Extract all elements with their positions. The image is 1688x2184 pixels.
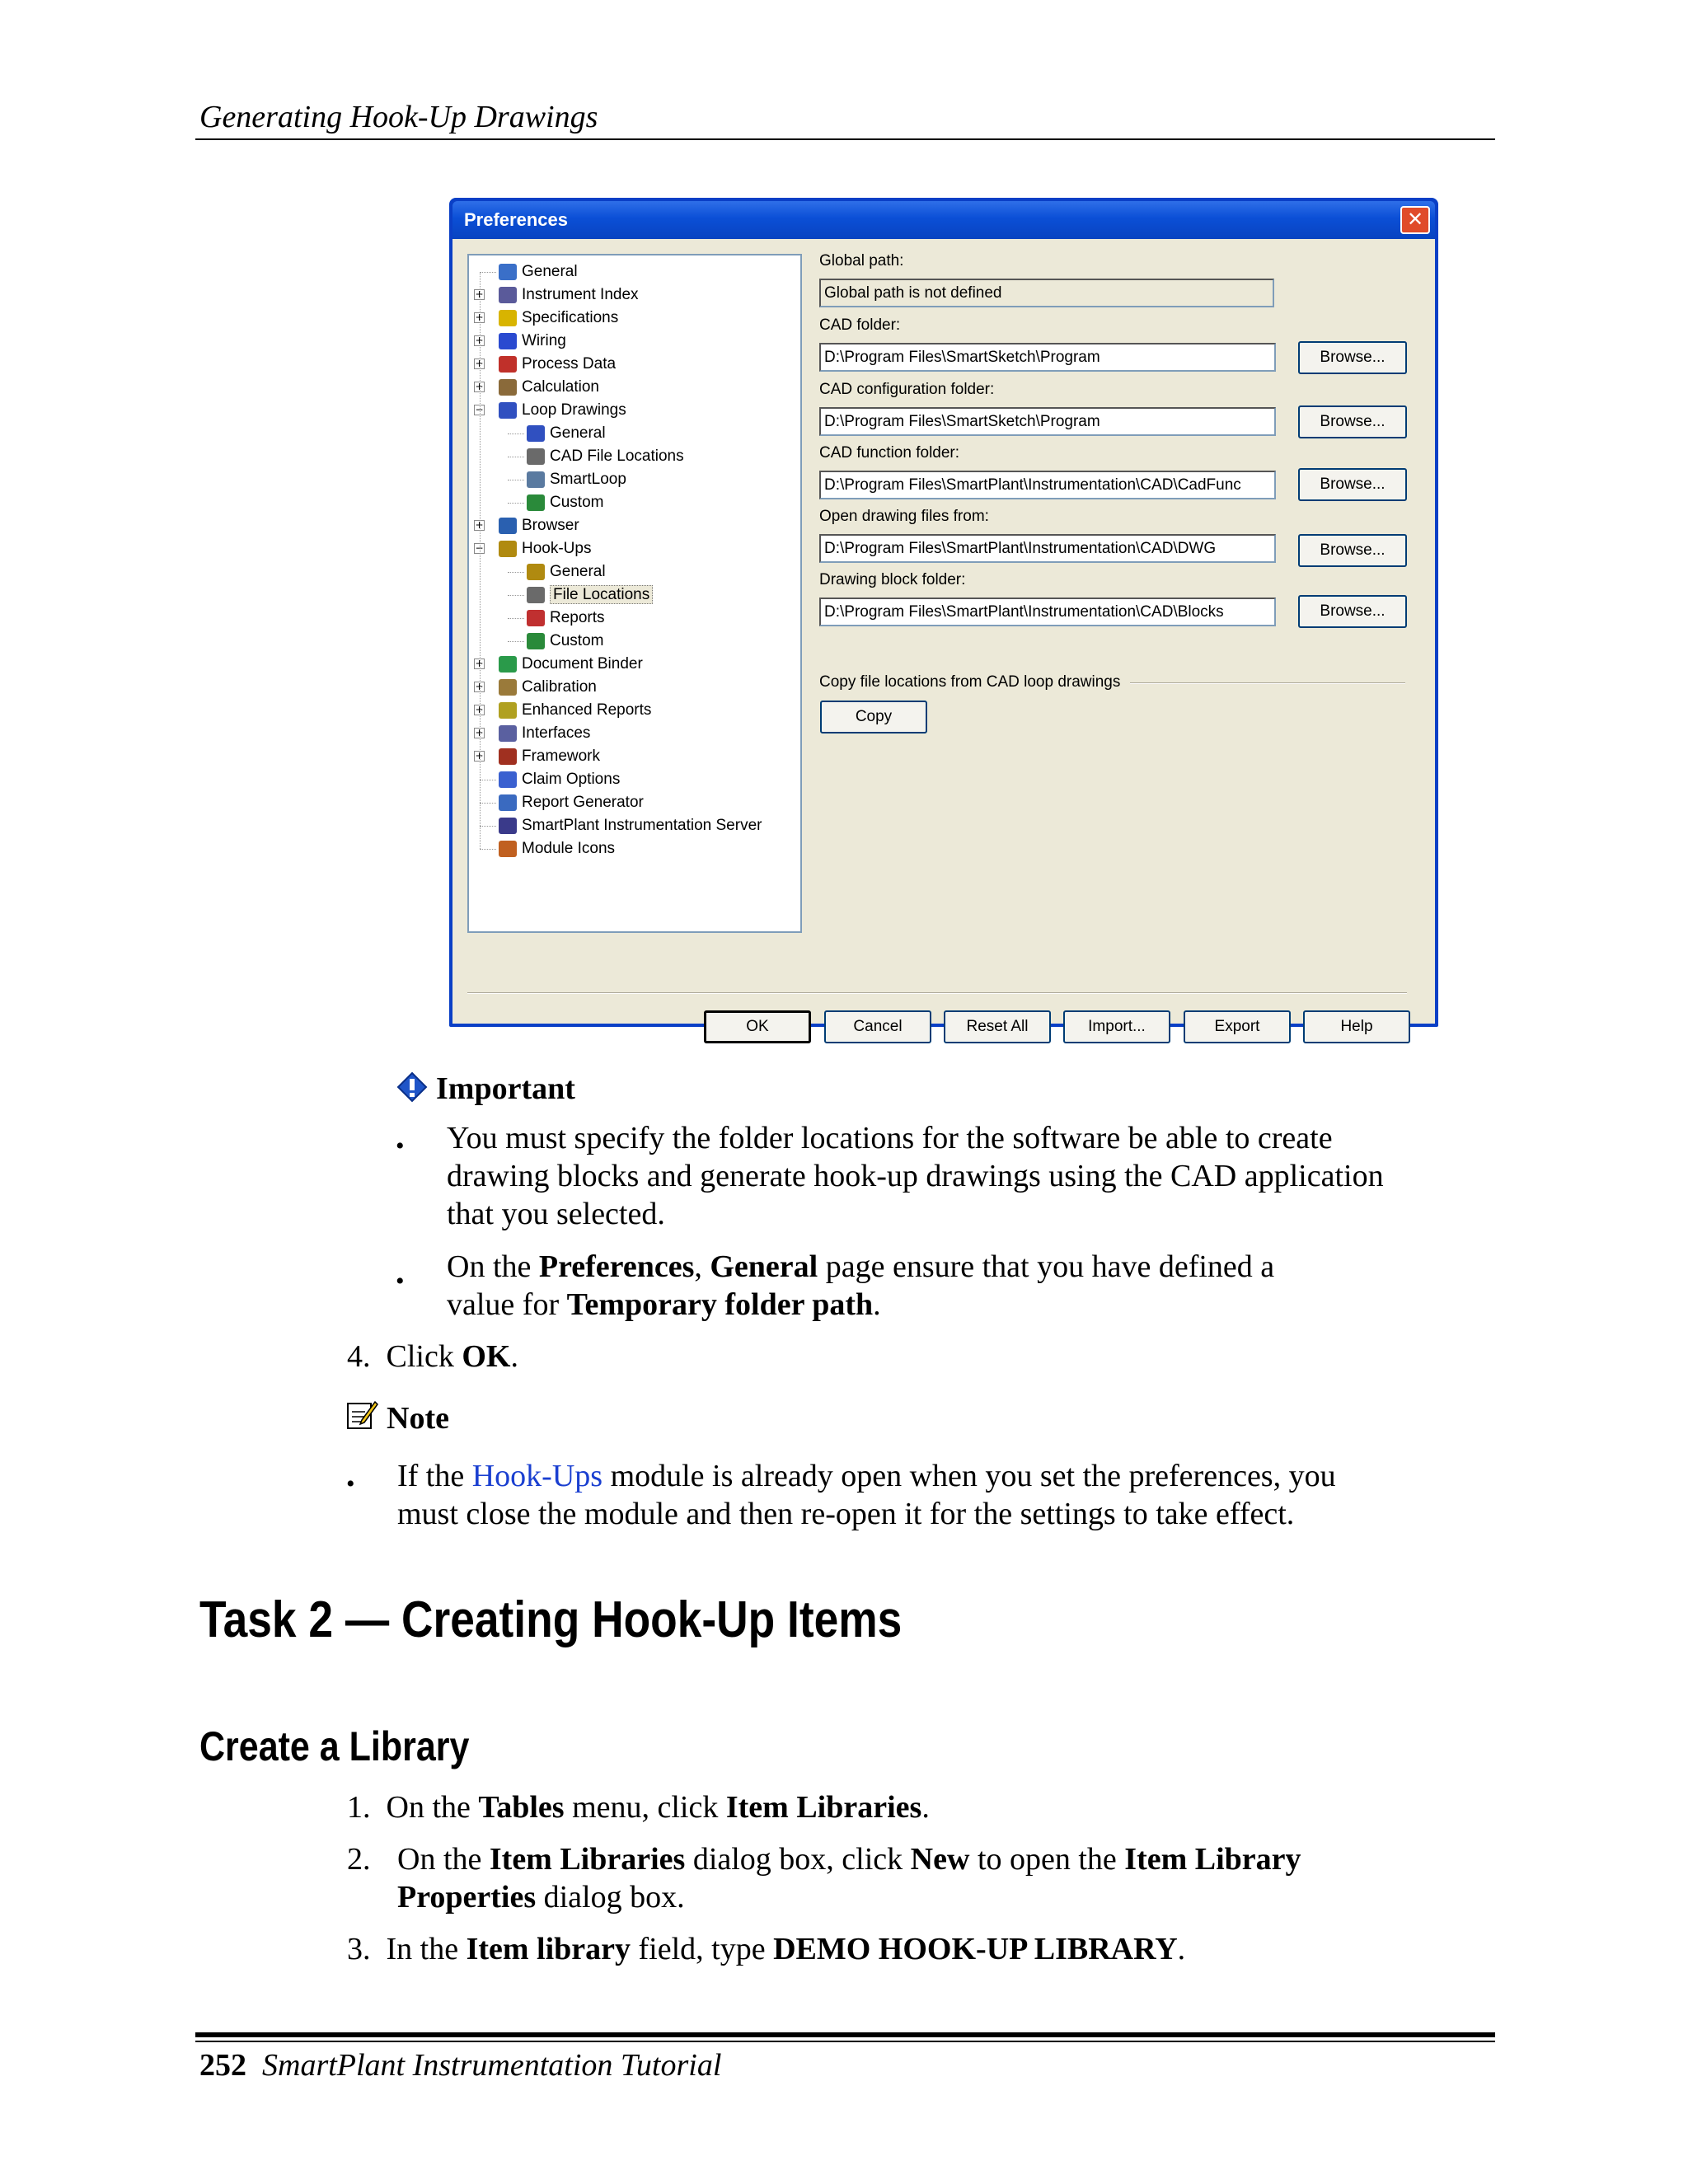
tree-item[interactable] <box>527 468 626 491</box>
step-4: 4. Click OK. <box>347 1339 518 1374</box>
general-icon <box>499 264 517 280</box>
browser-icon <box>499 518 517 534</box>
tree-item[interactable] <box>499 537 591 560</box>
important-bullet-1: You must specify the folder locations for the software be able to create drawing blocks and generate hook-up drawings using the CAD application that you selected. <box>447 1121 1384 1231</box>
document-binder-icon <box>499 656 517 673</box>
bullet-dot: • <box>396 1268 405 1295</box>
tree-item-label: General <box>550 563 606 580</box>
tree-item[interactable] <box>499 745 600 768</box>
specifications-icon <box>499 310 517 326</box>
note-text: If the Hook-Ups module is already open when you set the preferences, you must close the module and then re-open it for the settings to take effect. <box>397 1459 1336 1531</box>
cad-function-input[interactable]: D:\Program Files\SmartPlant\Instrumentation\CAD\CadFunc <box>819 471 1276 499</box>
tree-item[interactable] <box>527 491 603 514</box>
tree-expander[interactable]: + <box>475 312 484 323</box>
dialog-titlebar[interactable] <box>452 201 1435 239</box>
global-path-field: Global path is not defined <box>819 279 1274 307</box>
framework-icon <box>499 748 517 765</box>
important-bullet-2: On the Preferences, General page ensure that you have defined a value for Temporary folder path. <box>447 1249 1275 1322</box>
tree-item[interactable] <box>527 445 684 468</box>
tree-connector <box>480 849 496 850</box>
tree-expander[interactable]: − <box>475 542 484 554</box>
tree-item-label: File Locations <box>550 585 653 604</box>
tree-connector <box>508 503 524 504</box>
tree-connector <box>508 572 524 573</box>
step-2: On the Item Libraries dialog box, click New to open the Item Library Properties dialog box. <box>397 1842 1301 1915</box>
tree-connector <box>480 803 496 804</box>
tree-item[interactable] <box>499 399 626 422</box>
tree-connector <box>508 641 524 642</box>
tree-item[interactable] <box>527 422 606 445</box>
tree-item-label: Process Data <box>522 355 617 373</box>
tree-item-label: Framework <box>522 748 601 765</box>
reports-icon <box>527 610 545 626</box>
tree-item-label: Custom <box>550 494 604 511</box>
important-icon <box>396 1071 428 1103</box>
book-title: SmartPlant Instrumentation Tutorial <box>262 2048 722 2083</box>
tree-item[interactable] <box>499 791 644 814</box>
tree-expander[interactable]: − <box>475 404 484 415</box>
drawing-block-label: Drawing block folder: <box>819 571 966 588</box>
browse-cad-config-button[interactable]: Browse... <box>1298 405 1407 438</box>
dialog-body <box>452 239 1435 1035</box>
loop-general-icon <box>527 425 545 442</box>
tree-item[interactable] <box>499 653 643 676</box>
tree-item-label: Calibration <box>522 678 597 696</box>
step-3: 3. In the Item library field, type DEMO HOOK-UP LIBRARY. <box>347 1932 1186 1966</box>
cad-folder-input[interactable]: D:\Program Files\SmartSketch\Program <box>819 343 1276 372</box>
ok-button[interactable]: OK <box>704 1010 811 1043</box>
import-button[interactable]: Import... <box>1063 1010 1170 1043</box>
tree-item[interactable] <box>499 699 651 722</box>
loop-drawings-icon <box>499 402 517 419</box>
tree-connector <box>480 272 496 273</box>
section-heading: Create a Library <box>199 1723 470 1769</box>
tree-expander[interactable]: + <box>475 704 484 715</box>
preferences-tree[interactable] <box>467 254 802 933</box>
tree-item-label: Report Generator <box>522 794 644 811</box>
tree-connector <box>508 618 524 619</box>
page-footer <box>199 2047 721 2083</box>
hookup-general-icon <box>527 564 545 580</box>
instrument-index-icon <box>499 287 517 303</box>
tree-expander[interactable]: + <box>475 727 484 738</box>
smartloop-icon <box>527 471 545 488</box>
hook-ups-icon <box>499 541 517 557</box>
preferences-dialog <box>449 198 1438 1035</box>
tree-item-label: Custom <box>550 632 604 649</box>
tree-item-label: Module Icons <box>522 840 616 857</box>
cad-file-locations-icon <box>527 448 545 465</box>
open-drawing-input[interactable]: D:\Program Files\SmartPlant\Instrumentation\CAD\DWG <box>819 534 1276 563</box>
header-rule <box>195 138 1495 140</box>
dialog-separator <box>467 992 1407 994</box>
file-locations-icon <box>527 587 545 603</box>
tree-expander[interactable]: + <box>475 681 484 692</box>
copy-group-label: Copy file locations from CAD loop drawings <box>819 673 1121 691</box>
important-heading: Important <box>436 1071 575 1106</box>
enhanced-reports-icon <box>499 702 517 719</box>
calibration-icon <box>499 679 517 696</box>
custom-icon <box>527 494 545 511</box>
interfaces-icon <box>499 725 517 742</box>
tree-item-label: Document Binder <box>522 655 643 673</box>
server-icon <box>499 818 517 834</box>
task-heading: Task 2 — Creating Hook-Up Items <box>199 1591 903 1648</box>
tree-item-label: Browser <box>522 517 579 534</box>
tree-item[interactable] <box>499 353 616 376</box>
tree-item[interactable] <box>499 768 620 791</box>
tree-connector <box>508 595 524 596</box>
tree-item-label: Instrument Index <box>522 286 639 303</box>
tree-item[interactable] <box>499 514 579 537</box>
close-button[interactable] <box>1400 206 1430 234</box>
bullet-dot: • <box>346 1470 355 1497</box>
tree-expander[interactable]: + <box>475 519 484 531</box>
tree-item[interactable] <box>499 307 618 330</box>
open-drawing-label: Open drawing files from: <box>819 508 989 525</box>
wiring-icon <box>499 333 517 349</box>
footer-rule <box>195 2032 1495 2037</box>
global-path-label: Global path: <box>819 252 904 269</box>
tree-item[interactable] <box>527 607 605 630</box>
step-2-num: 2. <box>347 1842 371 1877</box>
bullet-dot: • <box>396 1132 405 1160</box>
tree-connector <box>480 272 481 849</box>
tree-item[interactable] <box>527 583 653 607</box>
copy-button[interactable]: Copy <box>820 701 927 733</box>
tree-expander[interactable]: + <box>475 658 484 669</box>
drawing-block-input[interactable]: D:\Program Files\SmartPlant\Instrumentation\CAD\Blocks <box>819 598 1276 626</box>
tree-item-label: SmartPlant Instrumentation Server <box>522 817 762 834</box>
browse-open-drawing-button[interactable]: Browse... <box>1298 534 1407 567</box>
module-icons-icon <box>499 841 517 857</box>
close-icon: ✕ <box>1406 208 1424 231</box>
tree-item-label: Claim Options <box>522 771 621 788</box>
tree-item-label: CAD File Locations <box>550 448 684 465</box>
help-button[interactable]: Help <box>1303 1010 1410 1043</box>
tree-item-label: Interfaces <box>522 724 591 742</box>
step-1: 1. On the Tables menu, click Item Libraries. <box>347 1790 930 1825</box>
hook-ups-link[interactable]: Hook-Ups <box>471 1459 603 1493</box>
browse-cad-folder-button[interactable]: Browse... <box>1298 341 1407 374</box>
tree-item-label: Reports <box>550 609 605 626</box>
cancel-button[interactable]: Cancel <box>824 1010 931 1043</box>
cad-folder-label: CAD folder: <box>819 316 901 334</box>
footer-rule-thin <box>195 2041 1495 2042</box>
tree-item[interactable] <box>499 814 762 837</box>
tree-item-label: Wiring <box>522 332 566 349</box>
tree-item-label: General <box>550 424 606 442</box>
note-heading: Note <box>387 1401 449 1436</box>
dialog-title: Preferences <box>464 209 568 230</box>
tree-item[interactable] <box>499 837 615 860</box>
process-data-icon <box>499 356 517 373</box>
tree-expander[interactable]: + <box>475 750 484 762</box>
report-generator-icon <box>499 794 517 811</box>
copy-group-rule <box>1130 682 1405 684</box>
claim-options-icon <box>499 771 517 788</box>
tree-item[interactable] <box>527 560 606 583</box>
tree-connector <box>480 826 496 827</box>
cad-config-label: CAD configuration folder: <box>819 381 995 398</box>
cad-config-input[interactable]: D:\Program Files\SmartSketch\Program <box>819 407 1276 436</box>
running-head: Generating Hook-Up Drawings <box>199 100 598 134</box>
tree-item[interactable] <box>499 676 597 699</box>
tree-item[interactable] <box>527 630 603 653</box>
custom-icon <box>527 633 545 649</box>
tree-item-label: SmartLoop <box>550 471 626 488</box>
tree-expander[interactable]: + <box>475 358 484 369</box>
tree-item[interactable] <box>499 376 599 399</box>
tree-item-label: Hook-Ups <box>522 540 592 557</box>
tree-item[interactable] <box>499 722 590 745</box>
tree-expander[interactable]: + <box>475 288 484 300</box>
tree-item-label: General <box>522 263 578 280</box>
tree-item-label: Loop Drawings <box>522 401 626 419</box>
tree-item-label: Enhanced Reports <box>522 701 652 719</box>
calculation-icon <box>499 379 517 396</box>
export-button[interactable]: Export <box>1184 1010 1291 1043</box>
note-icon <box>345 1399 378 1432</box>
page-number: 252 <box>199 2048 246 2083</box>
tree-item[interactable] <box>499 260 578 284</box>
browse-cad-function-button[interactable]: Browse... <box>1298 468 1407 501</box>
browse-drawing-block-button[interactable]: Browse... <box>1298 595 1407 628</box>
tree-expander[interactable]: + <box>475 335 484 346</box>
tree-expander[interactable]: + <box>475 381 484 392</box>
tree-item[interactable] <box>499 284 639 307</box>
tree-item-label: Specifications <box>522 309 619 326</box>
cad-function-label: CAD function folder: <box>819 444 960 462</box>
tree-item-label: Calculation <box>522 378 599 396</box>
tree-item[interactable] <box>499 330 566 353</box>
reset-all-button[interactable]: Reset All <box>944 1010 1051 1043</box>
